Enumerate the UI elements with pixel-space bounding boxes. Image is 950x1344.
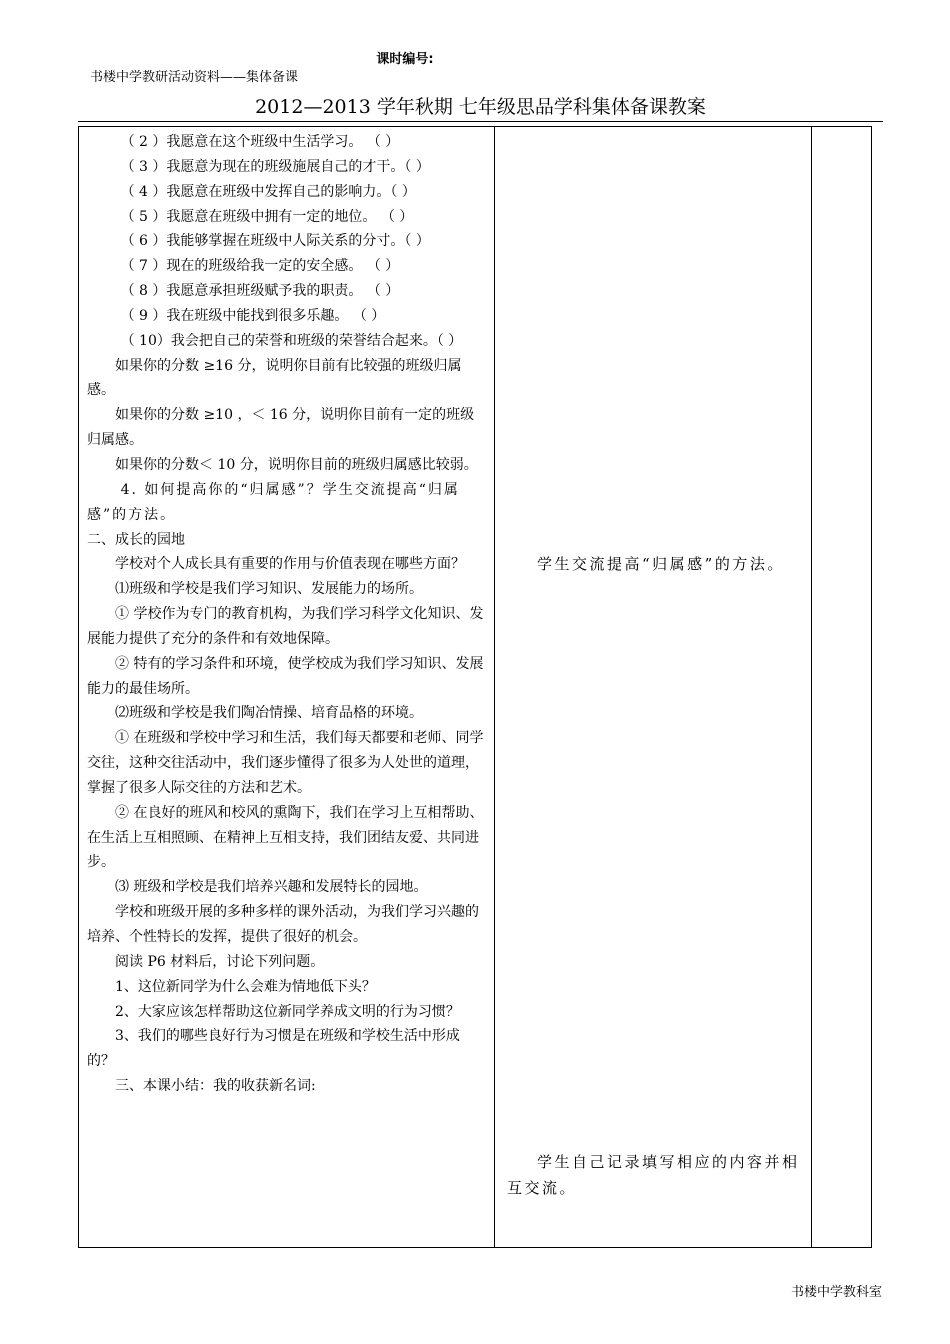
- content-paragraph: （ 4 ）我愿意在班级中发挥自己的影响力。（ ）: [120, 183, 416, 200]
- content-paragraph: 学校对个人成长具有重要的作用与价值表现在哪些方面？: [115, 556, 465, 573]
- teaching-content-cell: [79, 127, 495, 1248]
- school-note: 书楼中学教研活动资料——集体备课: [90, 70, 299, 85]
- student-activity-cell: [495, 127, 812, 1248]
- content-paragraph: 如果你的分数 ≥10 ，＜ 16 分，说明你目前有一定的班级归属感。: [87, 407, 475, 449]
- content-paragraph: （ 5 ）我愿意在班级中拥有一定的地位。 （ ）: [120, 208, 414, 225]
- content-paragraph: 4. 如何提高你的“归属感”？学生交流提高“归属感”的方法。: [87, 481, 460, 523]
- footer-office: 书楼中学教科室: [790, 1285, 882, 1300]
- student-activity-2: [507, 1149, 803, 1201]
- student-activity-1: [507, 551, 803, 577]
- notes-cell: [812, 127, 872, 1248]
- content-paragraph: （ 6 ）我能够掌握在班级中人际关系的分寸。（ ）: [120, 233, 430, 250]
- teaching-content: [79, 127, 494, 1099]
- content-paragraph: 二、成长的园地: [87, 531, 185, 548]
- lesson-plan-table: [78, 126, 872, 1248]
- content-paragraph: ⑶ 班级和学校是我们培养兴趣和发展特长的园地。: [115, 879, 428, 896]
- student-activity-2-text: 学生自己记录填写相应的内容并相互交流。: [507, 1153, 800, 1197]
- student-activity-1-text: 学生交流提高“归属感”的方法。: [537, 555, 785, 573]
- content-paragraph: ⑵班级和学校是我们陶冶情操、培育品格的环境。: [115, 705, 423, 722]
- content-paragraph: 阅读 P6 材料后，讨论下列问题。: [115, 953, 325, 970]
- content-paragraph: ① 在班级和学校中学习和生活，我们每天都要和老师、同学交往，这种交往活动中，我们逐步懂得了很多为人处世的道理，掌握了很多人际交往的方法和艺术。: [87, 730, 484, 796]
- content-paragraph: ⑴班级和学校是我们学习知识、发展能力的场所。: [115, 581, 423, 598]
- content-paragraph: （ 10）我会把自己的荣誉和班级的荣誉结合起来。（ ）: [120, 332, 463, 349]
- content-paragraph: ② 特有的学习条件和环境，使学校成为我们学习知识、发展能力的最佳场所。: [87, 655, 484, 697]
- content-paragraph: 三、本课小结：我的收获新名词:: [115, 1078, 316, 1095]
- content-paragraph: 3、我们的哪些良好行为习惯是在班级和学校生活中形成的？: [87, 1028, 460, 1070]
- content-paragraph: 1、这位新同学为什么会难为情地低下头？: [115, 978, 376, 995]
- content-paragraph: 学校和班级开展的多种多样的课外活动，为我们学习兴趣的培养、个性特长的发挥，提供了很好的机会。: [87, 904, 479, 945]
- content-paragraph: ② 在良好的班风和校风的熏陶下，我们在学习上互相帮助、在生活上互相照顾、在精神上互相支持，我们团结友爱、共同进步。: [87, 804, 484, 871]
- lesson-number-label: 课时编号:: [376, 52, 434, 67]
- content-paragraph: （ 8 ）我愿意承担班级赋予我的职责。 （ ）: [120, 283, 400, 300]
- content-paragraph: （ 2 ）我愿意在这个班级中生活学习。 （ ）: [120, 134, 400, 150]
- title-rule: [78, 121, 883, 122]
- content-paragraph: （ 7 ）现在的班级给我一定的安全感。 （ ）: [120, 258, 400, 275]
- content-paragraph: ① 学校作为专门的教育机构，为我们学习科学文化知识、发展能力提供了充分的条件和有效地保障。: [87, 606, 484, 647]
- content-paragraph: （ 9 ）我在班级中能找到很多乐趣。 （ ）: [120, 307, 386, 324]
- content-paragraph: 如果你的分数 ≥16 分，说明你目前有比较强的班级归属感。: [87, 357, 462, 399]
- content-paragraph: 如果你的分数＜ 10 分，说明你目前的班级归属感比较弱。: [115, 456, 478, 473]
- content-paragraph: （ 3 ）我愿意为现在的班级施展自己的才干。（ ）: [120, 158, 430, 175]
- table-row: [79, 127, 872, 1248]
- content-paragraph: 2、大家应该怎样帮助这位新同学养成文明的行为习惯？: [115, 1003, 460, 1020]
- page-title: 2012—2013 学年秋期 七年级思品学科集体备课教案: [255, 96, 706, 118]
